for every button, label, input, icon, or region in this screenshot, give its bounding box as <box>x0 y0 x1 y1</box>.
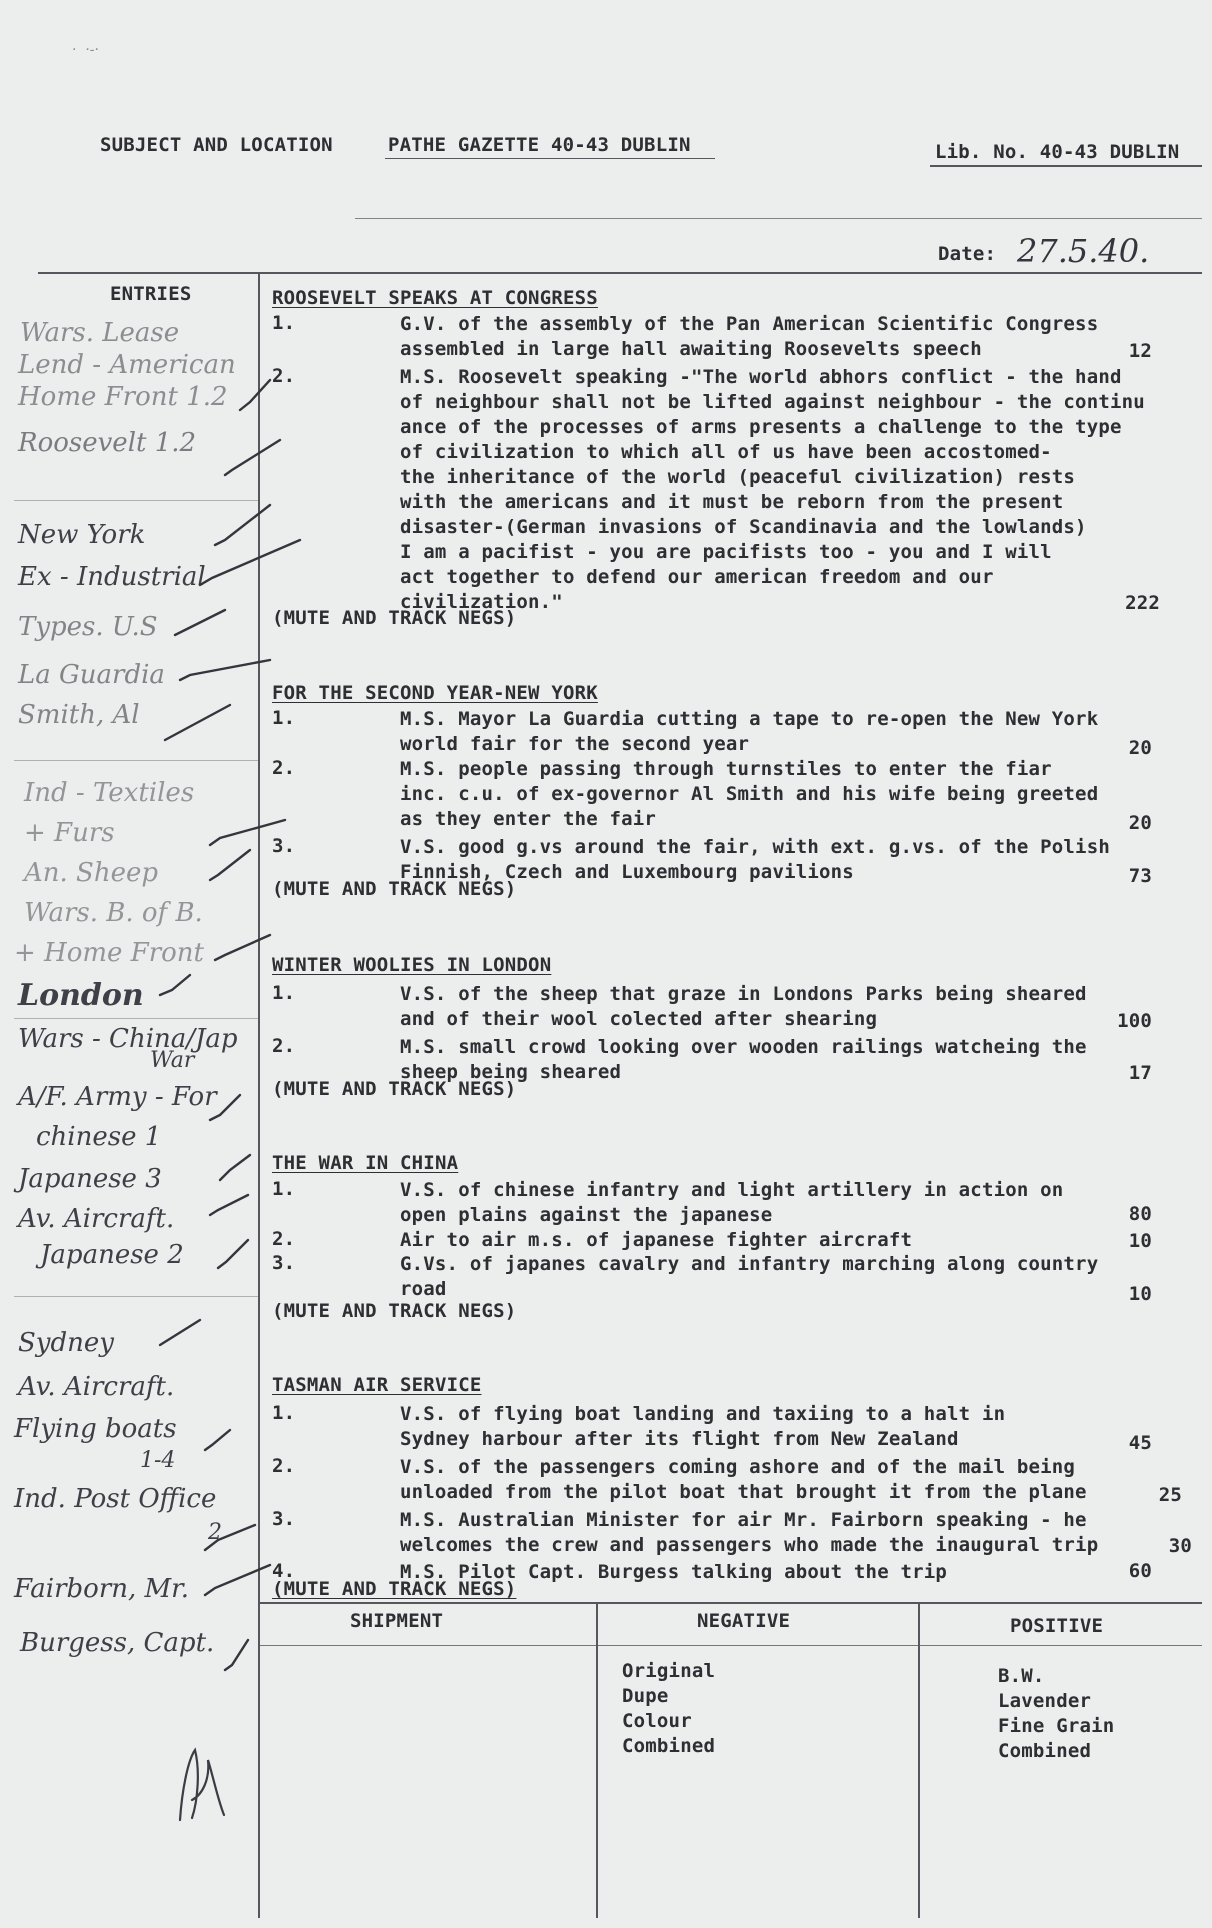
check-mark-icon <box>205 1525 255 1550</box>
margin-note: La Guardia <box>18 660 165 690</box>
mute-track-note: (MUTE AND TRACK NEGS) <box>272 1578 517 1600</box>
item-line: M.S. small crowd looking over wooden railings watcheing the <box>400 1036 1087 1058</box>
item-number: 1. <box>272 1402 296 1424</box>
margin-note: Burgess, Capt. <box>20 1628 215 1658</box>
section-title: TASMAN AIR SERVICE <box>272 1374 482 1396</box>
margin-note: 2 <box>208 1520 222 1545</box>
shipment-heading: SHIPMENT <box>350 1610 444 1632</box>
footage-value: 73 <box>1128 865 1152 887</box>
section-title: THE WAR IN CHINA <box>272 1152 459 1174</box>
date-label: Date: <box>938 243 997 265</box>
negative-heading: NEGATIVE <box>697 1610 791 1632</box>
item-number: 3. <box>272 1252 296 1274</box>
section-title: FOR THE SECOND YEAR-NEW YORK <box>272 682 598 704</box>
footage-value: 222 <box>1125 592 1160 614</box>
item-line: I am a pacifist - you are pacifists too - you and I will <box>400 541 1052 563</box>
section-title: WINTER WOOLIES IN LONDON <box>272 954 552 976</box>
margin-note: New York <box>18 520 146 550</box>
item-line: with the americans and it must be reborn from the present <box>400 491 1064 513</box>
check-mark-icon <box>165 705 230 740</box>
document-title: PATHE GAZETTE 40-43 DUBLIN <box>388 134 691 156</box>
item-line: Sydney harbour after its flight from New Zealand <box>400 1428 959 1450</box>
item-line: ance of the processes of arms presents a challenge to the type <box>400 416 1122 438</box>
item-line: the inheritance of the world (peaceful civilization) rests <box>400 466 1076 488</box>
item-number: 1. <box>272 312 296 334</box>
item-number: 2. <box>272 1035 296 1057</box>
item-line: V.S. good g.vs around the fair, with ext. g.vs. of the Polish <box>400 836 1110 858</box>
item-number: 1. <box>272 707 296 729</box>
mute-track-note: (MUTE AND TRACK NEGS) <box>272 1300 517 1322</box>
margin-note: chinese 1 <box>36 1122 162 1152</box>
initials-signature <box>170 1740 230 1830</box>
negative-option: Original <box>622 1660 716 1682</box>
margin-note: Sydney <box>18 1328 114 1358</box>
check-mark-icon <box>215 505 270 545</box>
item-line: M.S. Mayor La Guardia cutting a tape to re-open the New York <box>400 708 1099 730</box>
date-value: 27.5.40. <box>1017 232 1150 270</box>
check-mark-icon <box>180 660 270 680</box>
item-number: 1. <box>272 982 296 1004</box>
item-line: unloaded from the pilot boat that brought it from the plane <box>400 1481 1087 1503</box>
item-line: disaster-(German invasions of Scandinavia and the lowlands) <box>400 516 1087 538</box>
margin-note: Wars. Lease <box>20 318 180 348</box>
item-line: V.S. of chinese infantry and light artillery in action on <box>400 1179 1064 1201</box>
item-line: and of their wool colected after shearing <box>400 1008 878 1030</box>
margin-note: 1-4 <box>140 1448 176 1473</box>
item-number: 2. <box>272 1455 296 1477</box>
item-line: V.S. of flying boat landing and taxiing to a halt in <box>400 1403 1006 1425</box>
positive-heading: POSITIVE <box>1010 1615 1104 1637</box>
margin-note: Flying boats <box>14 1414 177 1444</box>
positive-option: B.W. <box>998 1665 1045 1687</box>
margin-note: Japanese 3 <box>18 1164 162 1194</box>
item-number: 2. <box>272 1228 296 1250</box>
check-mark-icon <box>220 1155 250 1180</box>
item-number: 2. <box>272 365 296 387</box>
item-line: M.S. Roosevelt speaking -"The world abhors conflict - the hand <box>400 366 1122 388</box>
entries-heading: ENTRIES <box>110 283 192 305</box>
item-line: Air to air m.s. of japanese fighter aircraft <box>400 1229 913 1251</box>
margin-note: + Home Front <box>14 938 204 968</box>
item-line: road <box>400 1278 447 1300</box>
margin-note: Av. Aircraft. <box>18 1372 175 1402</box>
positive-option: Lavender <box>998 1690 1092 1712</box>
item-line: G.Vs. of japanes cavalry and infantry marching along country <box>400 1253 1099 1275</box>
footage-value: 12 <box>1128 340 1152 362</box>
table-col-divider <box>918 1602 920 1918</box>
margin-note: Types. U.S <box>18 612 158 642</box>
item-line: inc. c.u. of ex-governor Al Smith and his wife being greeted <box>400 783 1099 805</box>
item-line: assembled in large hall awaiting Roosevelts speech <box>400 338 982 360</box>
margin-note: War <box>150 1048 195 1073</box>
negative-option: Combined <box>622 1735 716 1757</box>
check-mark-icon <box>218 1240 248 1268</box>
table-top-rule <box>258 1602 1202 1604</box>
check-mark-icon <box>210 820 285 845</box>
margin-note: Wars - China/Jap <box>18 1024 238 1054</box>
check-mark-icon <box>160 975 190 995</box>
item-line: Finnish, Czech and Luxembourg pavilions <box>400 861 854 883</box>
check-mark-icon <box>210 1195 248 1215</box>
footage-value: 60 <box>1128 1560 1152 1582</box>
table-head-rule <box>258 1645 1202 1646</box>
check-mark-icon <box>215 935 270 960</box>
check-mark-icon <box>160 1320 200 1345</box>
check-mark-icon <box>225 1640 248 1670</box>
item-number: 4. <box>272 1560 296 1582</box>
check-mark-icon <box>225 440 280 475</box>
footage-value: 100 <box>1117 1010 1152 1032</box>
margin-note: Roosevelt 1.2 <box>18 428 197 458</box>
check-mark-icon <box>175 610 225 635</box>
check-mark-icon <box>205 1565 270 1595</box>
margin-note: Av. Aircraft. <box>18 1204 175 1234</box>
mute-track-note: (MUTE AND TRACK NEGS) <box>272 878 517 900</box>
item-line: of neighbour shall not be lifted against neighbour - the continu <box>400 391 1145 413</box>
margin-note: + Furs <box>24 818 115 848</box>
item-number: 3. <box>272 835 296 857</box>
item-line: sheep being sheared <box>400 1061 622 1083</box>
footage-value: 17 <box>1128 1062 1152 1084</box>
footage-value: 20 <box>1128 737 1152 759</box>
item-number: 2. <box>272 757 296 779</box>
positive-option: Combined <box>998 1740 1092 1762</box>
item-number: 1. <box>272 1178 296 1200</box>
item-line: M.S. people passing through turnstiles to enter the fiar <box>400 758 1052 780</box>
footage-value: 30 <box>1168 1535 1192 1557</box>
margin-note: Fairborn, Mr. <box>14 1574 189 1604</box>
item-line: as they enter the fair <box>400 808 657 830</box>
footage-value: 45 <box>1128 1432 1152 1454</box>
margin-note: A/F. Army - For <box>18 1082 217 1112</box>
footage-value: 10 <box>1128 1230 1152 1252</box>
item-line: of civilization to which all of us have been accostomed- <box>400 441 1052 463</box>
check-mark-icon <box>240 380 270 410</box>
footage-value: 25 <box>1158 1484 1182 1506</box>
negative-option: Colour <box>622 1710 692 1732</box>
check-mark-icon <box>210 1095 240 1120</box>
item-line: civilization." <box>400 591 563 613</box>
footage-value: 10 <box>1128 1283 1152 1305</box>
margin-note: Smith, Al <box>18 700 140 730</box>
margin-note: Ind - Textiles <box>24 778 195 808</box>
table-col-divider <box>596 1602 598 1918</box>
check-mark-icon <box>200 540 300 585</box>
footage-value: 80 <box>1128 1203 1152 1225</box>
margin-note: Ind. Post Office <box>14 1484 217 1514</box>
margin-note: Wars. B. of B. <box>24 898 203 928</box>
footage-value: 20 <box>1128 812 1152 834</box>
item-line: open plains against the japanese <box>400 1204 773 1226</box>
item-line: M.S. Australian Minister for air Mr. Fairborn speaking - he <box>400 1509 1087 1531</box>
section-title: ROOSEVELT SPEAKS AT CONGRESS <box>272 287 598 309</box>
corner-pencil-mark: · ·-· <box>72 42 99 58</box>
margin-note: Home Front 1.2 <box>18 382 228 412</box>
margin-note: Ex - Industrial <box>18 562 206 592</box>
library-number: Lib. No. 40-43 DUBLIN <box>935 141 1180 163</box>
item-line: V.S. of the sheep that graze in Londons Parks being sheared <box>400 983 1087 1005</box>
negative-option: Dupe <box>622 1685 669 1707</box>
check-mark-icon <box>205 1430 230 1450</box>
margin-note: An. Sheep <box>24 858 159 888</box>
margin-note: London <box>18 978 144 1013</box>
mute-track-note: (MUTE AND TRACK NEGS) <box>272 607 517 629</box>
item-line: M.S. Pilot Capt. Burgess talking about the trip <box>400 1561 948 1583</box>
margin-note: Japanese 2 <box>40 1240 184 1270</box>
item-line: act together to defend our american freedom and our <box>400 566 994 588</box>
item-line: G.V. of the assembly of the Pan American Scientific Congress <box>400 313 1099 335</box>
margin-note: Lend - American <box>18 350 236 380</box>
item-line: welcomes the crew and passengers who made the inaugural trip <box>400 1534 1099 1556</box>
mute-track-note: (MUTE AND TRACK NEGS) <box>272 1078 517 1100</box>
item-number: 3. <box>272 1508 296 1530</box>
positive-option: Fine Grain <box>998 1715 1115 1737</box>
check-mark-icon <box>210 850 250 880</box>
item-line: world fair for the second year <box>400 733 750 755</box>
item-line: V.S. of the passengers coming ashore and of the mail being <box>400 1456 1076 1478</box>
subject-label: SUBJECT AND LOCATION <box>100 134 333 156</box>
